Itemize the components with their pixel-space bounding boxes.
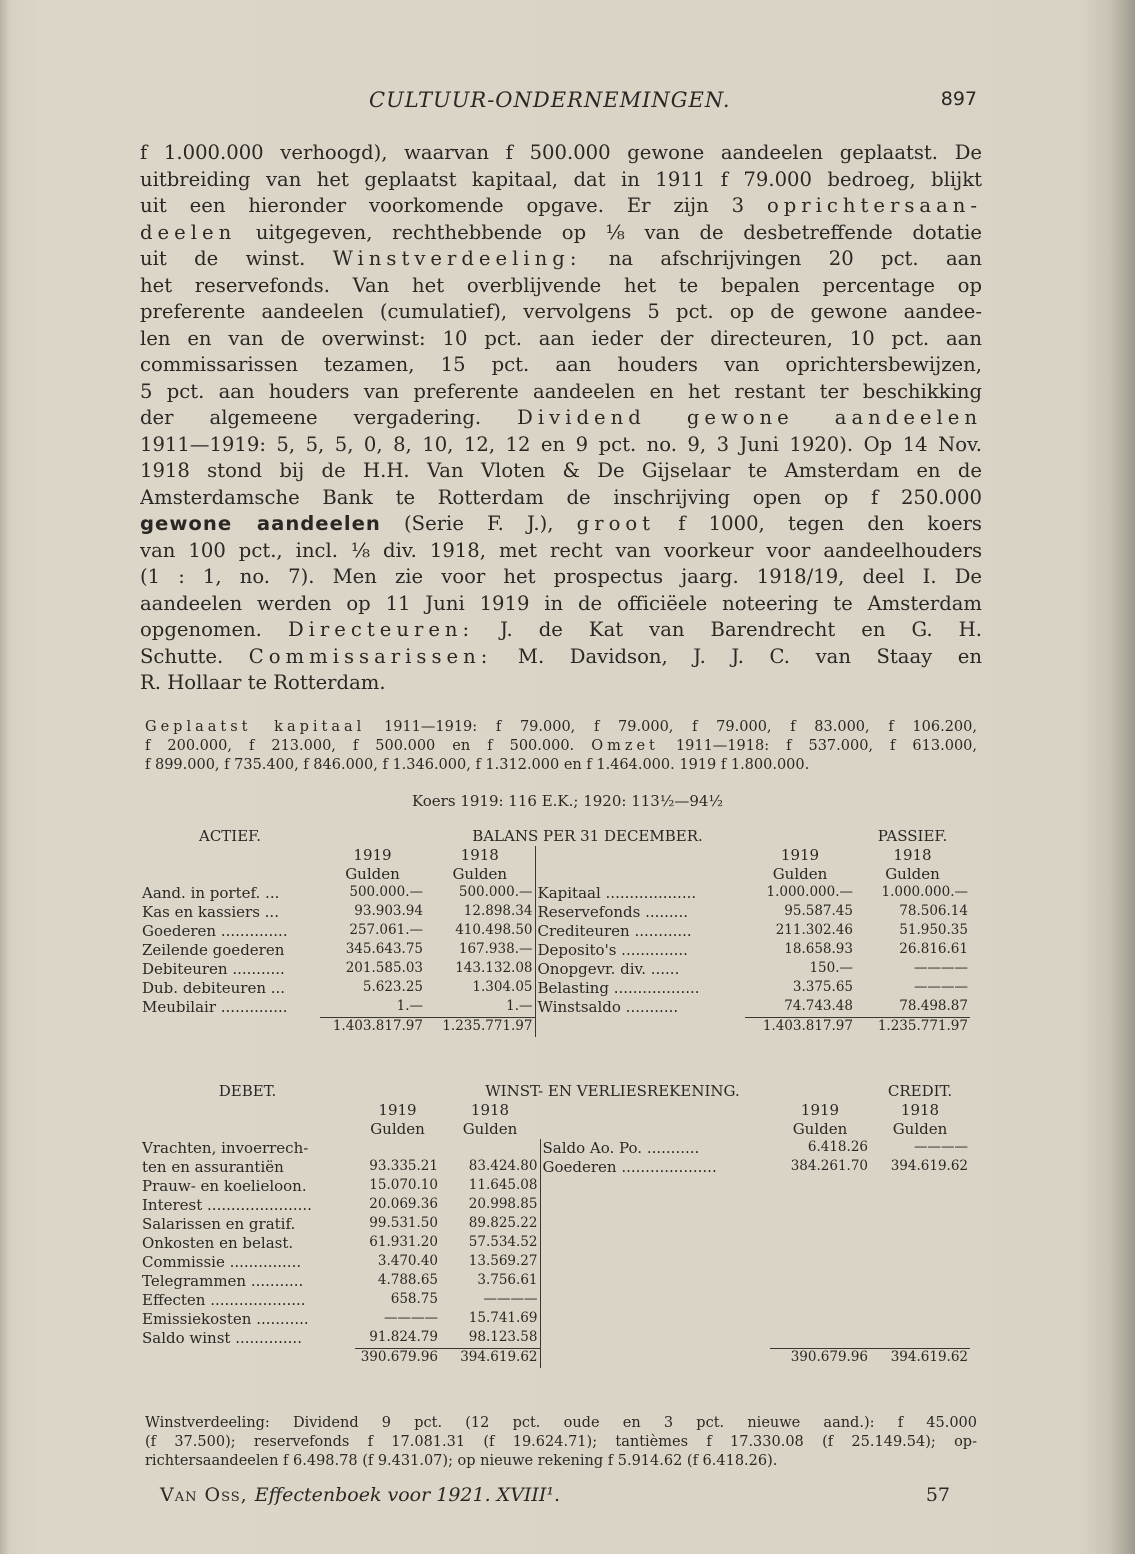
text-line: (1 : 1, no. 7). Men zie voor het prospectus jaarg. 1918/19, deel I. De bbox=[140, 565, 982, 588]
text-line: 1911—1919: 5, 5, 5, 0, 8, 10, 12, 12 en 9 pct. no. 9, 3 Juni 1920). Op 14 Nov. bbox=[140, 432, 982, 456]
table-row: Dub. debiteuren ... 5.623.25 1.304.05 Belasting .................. 3.375.65 ———— bbox=[142, 979, 968, 997]
page-footer bbox=[160, 1484, 950, 1514]
text-line: van 100 pct., incl. ⅛ div. 1918, met recht van voorkeur voor aandeelhouders bbox=[140, 538, 982, 562]
table-heading-row bbox=[140, 827, 970, 846]
text-line: f 1.000.000 verhoogd), waarvan f 500.000 gewone aandeelen geplaatst. De bbox=[140, 141, 982, 164]
winstverdeeling-paragraph bbox=[145, 1414, 977, 1471]
passief-heading: PASSIEF. bbox=[877, 827, 948, 845]
table-heading-row bbox=[140, 1082, 970, 1101]
table-row: Aand. in portef. ... 500.000.— 500.000.— Kapitaal ................... 1.000.000.— 1.000.000.— bbox=[142, 884, 968, 902]
table-row: Vrachten, invoerrech- Saldo Ao. Po. ........... 6.418.26 ———— bbox=[142, 1139, 968, 1157]
text-line: Geplaatst kapitaal 1911—1919: f 79.000, f 79.000, f 79.000, f 83.000, f 106.200, bbox=[145, 719, 977, 735]
totals-row: 1.403.817.97 1.235.771.97 1.403.817.97 1.235.771.97 bbox=[140, 1018, 970, 1038]
text-line: aandeelen werden op 11 Juni 1919 in de officiëele noteering te Amsterdam bbox=[140, 591, 982, 615]
text-line: gewone aandeelen (Serie F. J.), groot f 1000, tegen den koers bbox=[140, 512, 982, 535]
table-row: Meubilair .............. 1.— 1.— Winstsaldo ........... 74.743.48 78.498.87 bbox=[142, 998, 968, 1016]
text-line: len en van de overwinst: 10 pct. aan ieder der directeuren, 10 pct. aan bbox=[140, 326, 982, 350]
year-row: 1919 1918 1919 1918 bbox=[353, 846, 932, 864]
debet-heading: DEBET. bbox=[218, 1082, 277, 1100]
table-row: Prauw- en koelieloon. 15.070.10 11.645.08 bbox=[140, 1177, 970, 1196]
table-row: Zeilende goederen 345.643.75 167.938.— Deposito's .............. 18.658.93 26.816.61 bbox=[142, 941, 968, 959]
page-number: 897 bbox=[940, 88, 977, 110]
table-row: Telegrammen ........... 4.788.65 3.756.61 bbox=[140, 1272, 970, 1291]
table-row: Kas en kassiers ... 93.903.94 12.898.34 Reservefonds ......... 95.587.45 78.506.14 bbox=[142, 903, 968, 921]
table-row: ten en assurantiën 93.335.21 83.424.80 Goederen .................... 384.261.70 394.619.62 bbox=[142, 1158, 968, 1176]
table-row: Goederen .............. 257.061.— 410.498.50 Crediteuren ............ 211.302.46 51.950.35 bbox=[142, 922, 968, 940]
running-title: CULTUUR-ONDERNEMINGEN. bbox=[369, 88, 731, 112]
table-row: Salarissen en gratif. 99.531.50 89.825.22 bbox=[140, 1215, 970, 1234]
balance-title: BALANS PER 31 DECEMBER. bbox=[472, 827, 703, 845]
profit-loss-table bbox=[140, 1082, 970, 1368]
credit-heading: CREDIT. bbox=[887, 1082, 953, 1100]
koers-line: Koers 1919: 116 E.K.; 1920: 113½—94½ bbox=[411, 792, 724, 810]
text-line: Schutte. Commissarissen: M. Davidson, J. J. C. van Staay en bbox=[140, 644, 982, 668]
text-line: commissarissen tezamen, 15 pct. aan houders van oprichtersbewijzen, bbox=[140, 353, 982, 376]
text-line: preferente aandeelen (cumulatief), vervolgens 5 pct. op de gewone aandee- bbox=[140, 300, 982, 323]
text-line: f 200.000, f 213.000, f 500.000 en f 500.000. Omzet 1911—1918: f 537.000, f 613.000, bbox=[145, 738, 977, 754]
table-row: Onkosten en belast. 61.931.20 57.534.52 bbox=[140, 1234, 970, 1253]
text-line: uitbreiding van het geplaatst kapitaal, dat in 1911 f 79.000 bedroeg, blijkt bbox=[140, 167, 982, 191]
capital-paragraph bbox=[145, 718, 977, 775]
actief-heading: ACTIEF. bbox=[198, 827, 262, 845]
text-line: deelen uitgegeven, rechthebbende op ⅛ van de desbetreffende dotatie bbox=[140, 220, 982, 244]
table-row: Interest ...................... 20.069.36 20.998.85 bbox=[140, 1196, 970, 1215]
text-line: 1918 stond bij de H.H. Van Vloten & De Gijselaar te Amsterdam en de bbox=[140, 459, 982, 482]
table-row: Effecten .................... 658.75 ———— bbox=[140, 1291, 970, 1310]
balance-table bbox=[140, 827, 970, 1037]
pl-title: WINST- EN VERLIESREKENING. bbox=[485, 1082, 740, 1100]
table-row: Debiteuren ........... 201.585.03 143.132.08 Onopgevr. div. ...... 150.— ———— bbox=[142, 960, 968, 978]
table-row: Saldo winst .............. 91.824.79 98.123.58 bbox=[140, 1329, 970, 1349]
text-line: Amsterdamsche Bank te Rotterdam de inschrijving open op f 250.000 bbox=[140, 485, 982, 509]
text-line: 5 pct. aan houders van preferente aandeelen en het restant ter beschikking bbox=[140, 379, 982, 403]
footer-source: Van Oss, Effectenboek voor 1921. XVIII¹. bbox=[160, 1484, 561, 1506]
text-line: Winstverdeeling: Dividend 9 pct. (12 pct. oude en 3 pct. nieuwe aand.): f 45.000 bbox=[145, 1415, 977, 1431]
text-line: der algemeene vergadering. Dividend gewone aandeelen bbox=[140, 406, 982, 429]
unit-row: Gulden Gulden Gulden Gulden bbox=[370, 1120, 948, 1138]
text-line: uit een hieronder voorkomende opgave. Er zijn 3 oprichtersaan- bbox=[140, 194, 982, 217]
table-row: Emissiekosten ........... ———— 15.741.69 bbox=[140, 1310, 970, 1329]
text-line: (f 37.500); reservefonds f 17.081.31 (f 19.624.71); tantièmes f 17.330.08 (f 25.149.54); op- bbox=[145, 1434, 977, 1450]
text-line: het reservefonds. Van het overblijvende het te bepalen percentage op bbox=[140, 273, 982, 297]
footer-signature: 57 bbox=[925, 1484, 950, 1506]
unit-row: Gulden Gulden Gulden Gulden bbox=[345, 865, 940, 883]
body-paragraph bbox=[140, 140, 982, 697]
text-line: uit de winst. Winstverdeeling: na afschrijvingen 20 pct. aan bbox=[140, 247, 982, 270]
running-header bbox=[145, 88, 977, 118]
text-line: R. Hollaar te Rotterdam. bbox=[140, 671, 386, 694]
text-line: opgenomen. Directeuren: J. de Kat van Barendrecht en G. H. bbox=[140, 618, 982, 641]
text-line: f 899.000, f 735.400, f 846.000, f 1.346.000, f 1.312.000 en f 1.464.000. 1919 f 1.800.000. bbox=[145, 757, 810, 773]
table-row: Commissie ............... 3.470.40 13.569.27 bbox=[140, 1253, 970, 1272]
totals-row: 390.679.96 394.619.62 390.679.96 394.619.62 bbox=[140, 1349, 970, 1369]
text-line: richtersaandeelen f 6.498.78 (f 9.431.07); op nieuwe rekening f 5.914.62 (f 6.418.26). bbox=[145, 1453, 778, 1469]
balance-sheet bbox=[140, 827, 970, 1037]
year-row: 1919 1918 1919 1918 bbox=[378, 1101, 940, 1119]
profit-loss-account bbox=[140, 1082, 970, 1368]
